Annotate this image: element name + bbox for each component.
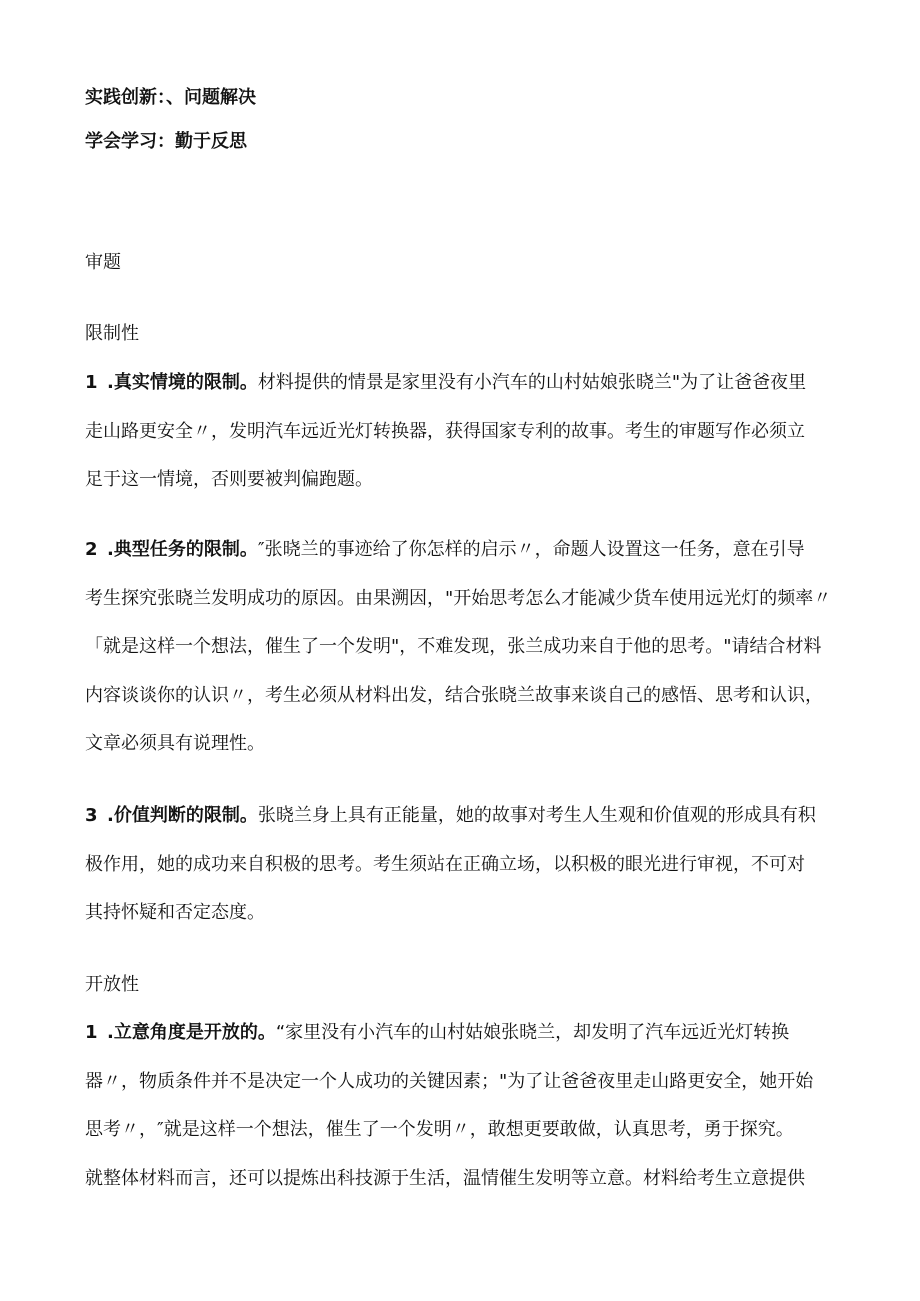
item-text-line: 材料提供的情景是家里没有小汽车的山村姑娘张晓兰"为了让爸爸夜里: [257, 372, 807, 393]
header-value: 、问题解决: [166, 87, 256, 108]
item-lead: .价值判断的限制。: [107, 805, 258, 826]
section-title: 审题: [85, 252, 121, 273]
header-line-practice: [85, 86, 256, 110]
item-text-line: 走山路更安全〃，发明汽车远近光灯转换器，获得国家专利的故事。考生的审题写作必须立: [85, 420, 805, 442]
restriction-heading: 限制性: [85, 323, 139, 344]
item-number: 3: [85, 805, 98, 826]
header-line-learning: [85, 130, 247, 154]
item-text-line: 张晓兰身上具有正能量，她的故事对考生人生观和价值观的形成具有积: [257, 805, 816, 826]
item-text-line: 考生探究张晓兰发明成功的原因。由果溯因，"开始思考怎么才能减少货车使用远光灯的频率〃: [85, 587, 832, 609]
item-lead: .典型任务的限制。: [107, 539, 258, 560]
item-text-line: 就整体材料而言，还可以提炼出科技源于生活，温情催生发明等立意。材料给考生立意提供: [85, 1167, 805, 1189]
item-number: 1: [85, 1022, 98, 1043]
item-text-line: 文章必须具有说理性。: [85, 733, 265, 754]
item-text-line: 其持怀疑和否定态度。: [85, 902, 265, 923]
header-label: 学会学习：: [85, 131, 175, 152]
header-label: 实践创新：: [85, 87, 166, 108]
item-text-line: 极作用，她的成功来自积极的思考。考生须站在正确立场，以积极的眼光进行审视，不可对: [85, 853, 805, 875]
item-text-line: 足于这一情境，否则要被判偏跑题。: [85, 469, 373, 490]
item-text-line: 「就是这样一个想法，催生了一个发明"，不难发现，张兰成功来自于他的思考。"请结合材料: [85, 636, 822, 657]
item-text-line: 思考〃，″就是这样一个想法，催生了一个发明〃，敢想更要敢做，认真思考，勇于探究。: [85, 1119, 794, 1140]
item-text-line: ″张晓兰的事迹给了你怎样的启示〃，命题人设置这一任务，意在引导: [257, 539, 805, 560]
restriction-item-3: [85, 792, 855, 938]
item-number: 2: [85, 539, 98, 560]
item-text-line: 内容谈谈你的认识〃，考生必须从材料出发，结合张晓兰故事来谈自己的感悟、思考和认识，: [85, 684, 823, 706]
header-value: 勤于反思: [175, 131, 247, 152]
restriction-item-1: [85, 359, 855, 505]
item-lead: .真实情境的限制。: [107, 372, 258, 393]
item-lead: .立意角度是开放的。: [107, 1022, 276, 1043]
openness-heading: 开放性: [85, 974, 139, 995]
openness-item-1: [85, 1009, 855, 1203]
item-text-line: “家里没有小汽车的山村姑娘张晓兰，却发明了汽车远近光灯转换: [275, 1022, 790, 1043]
item-number: 1: [85, 372, 98, 393]
restriction-item-2: [85, 526, 855, 769]
item-text-line: 器〃，物质条件并不是决定一个人成功的关键因素；"为了让爸爸夜里走山路更安全，她开始: [85, 1070, 814, 1092]
